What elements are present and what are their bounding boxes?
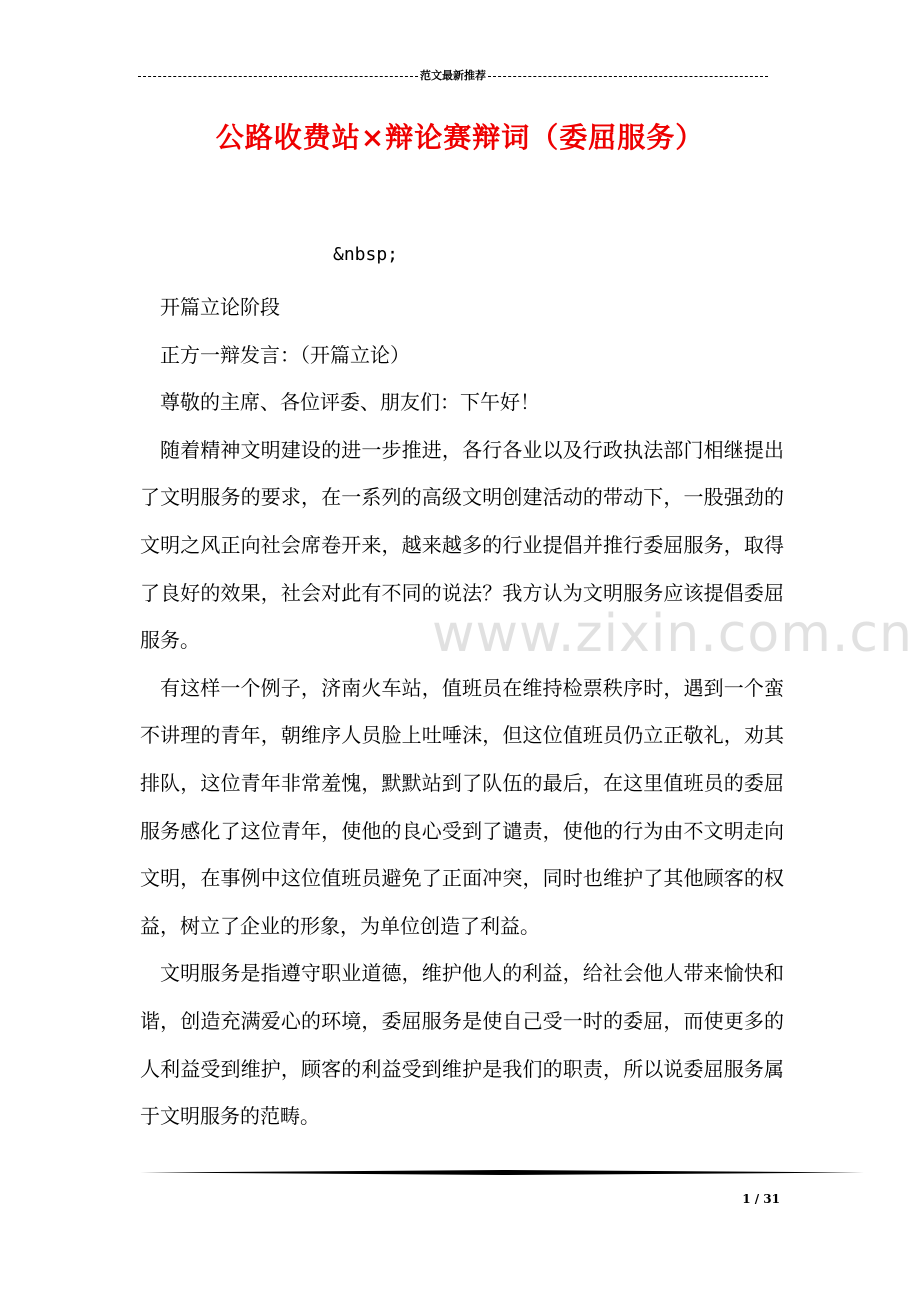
watermark: www.zixin.com.cn [432, 604, 913, 664]
nbsp-text: &nbsp; [333, 244, 399, 265]
page-number: 1 / 31 [742, 1192, 780, 1206]
paragraph-section-heading: 开篇立论阶段 [160, 295, 280, 319]
paragraph-speaker: 正方一辩发言：（开篇立论） [160, 342, 410, 367]
header-dash-right [488, 76, 768, 77]
header-label: 范文最新推荐 [420, 69, 486, 82]
paragraph-definition: 文明服务是指遵守职业道德，维护他人的利益，给社会他人带来愉快和谐，创造充满爱心的环境，委屈服务是使自己受一时的委屈，而使更多的人利益受到维护，顾客的利益受到维护是我们的职责，所以说委屈服务属于文明服务的范畴。 [140, 961, 784, 1129]
document-title: 公路收费站×辩论赛辩词（委屈服务） [215, 121, 705, 154]
footer-divider [140, 1170, 864, 1175]
paragraph-example: 有这样一个例子，济南火车站，值班员在维持检票秩序时，遇到一个蛮不讲理的青年，朝维序人员脸上吐唾沫，但这位值班员仍立正敬礼，劝其排队，这位青年非常羞愧，默默站到了队伍的最后，在这里值班员的委屈服务感化了这位青年，使他的良心受到了谴责，使他的行为由不文明走向文明，在事例中这位值班员避免了正面冲突，同时也维护了其他顾客的权益，树立了企业的形象，为单位创造了利益。 [140, 675, 784, 938]
paragraph-greeting: 尊敬的主席、各位评委、朋友们：下午好！ [160, 390, 540, 415]
page-header [138, 66, 768, 86]
document-body [140, 284, 784, 1141]
paragraph-intro: 随着精神文明建设的进一步推进，各行各业以及行政执法部门相继提出了文明服务的要求，在一系列的高级文明创建活动的带动下，一股强劲的文明之风正向社会席卷开来，越来越多的行业提倡并推行委屈服务，取得了良好的效果，社会对此有不同的说法？我方认为文明服务应该提倡委屈服务。 [140, 437, 784, 653]
header-dash-left [138, 76, 418, 77]
